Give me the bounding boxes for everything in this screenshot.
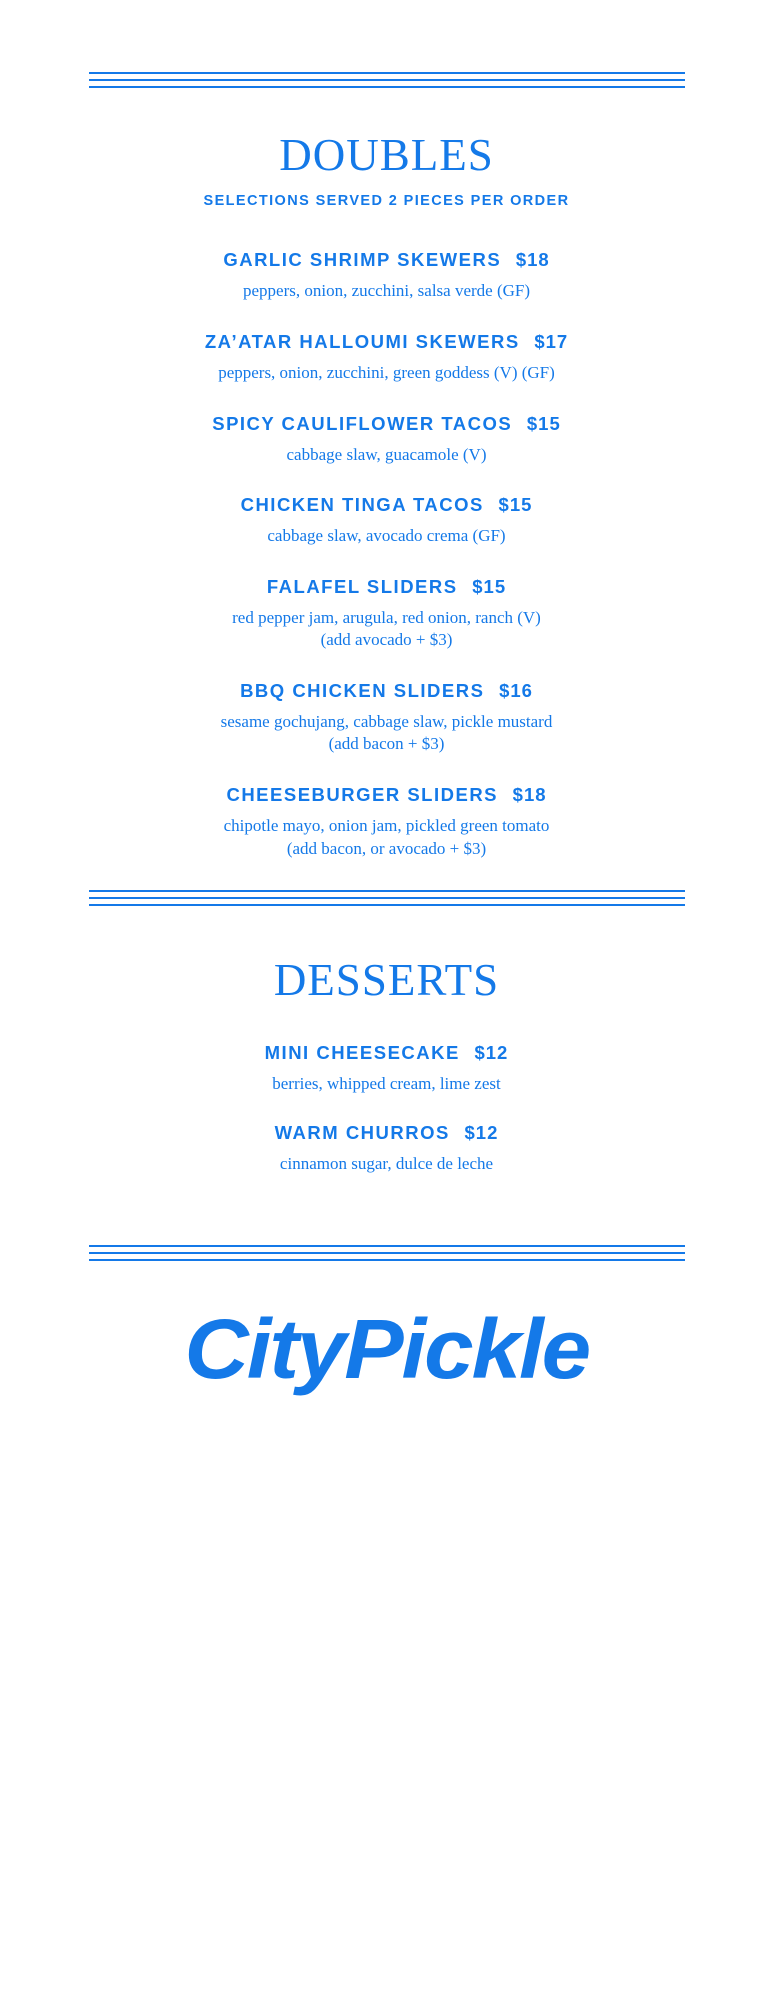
menu-item-description: red pepper jam, arugula, red onion, ranch (V) (add avocado + $3): [232, 607, 541, 650]
menu-item: [0, 331, 773, 385]
divider-middle: [89, 860, 685, 906]
menu-item-heading: [0, 1122, 773, 1144]
menu-item-name: MINI CHEESECAKE: [264, 1041, 460, 1063]
menu-item-heading: [0, 413, 773, 435]
divider-top: [89, 0, 685, 88]
menu-item: [0, 1122, 773, 1176]
menu-item-name: ZA’ATAR HALLOUMI SKEWERS: [204, 330, 520, 352]
menu-item-price: $18: [515, 249, 550, 271]
menu-item-heading: [0, 249, 773, 271]
menu-item: [0, 784, 773, 860]
brand-logo-text: CityPickle: [184, 1302, 589, 1397]
menu-item: [0, 576, 773, 652]
divider-line: [89, 1259, 685, 1261]
menu-item-heading: [0, 494, 773, 516]
divider-line: [89, 72, 685, 74]
menu-item-heading: [0, 784, 773, 806]
menu-item-heading: [0, 331, 773, 353]
section-desserts: [0, 954, 773, 1175]
menu-item-description: cinnamon sugar, dulce de leche: [279, 1153, 494, 1173]
menu-item-description: cabbage slaw, avocado crema (GF): [267, 526, 506, 546]
menu-item-price: $15: [498, 494, 533, 516]
menu-item: [0, 494, 773, 548]
menu-item-heading: [0, 1042, 773, 1064]
menu-item-name: FALAFEL SLIDERS: [266, 575, 458, 597]
menu-item-heading: [0, 576, 773, 598]
brand-logo: [0, 1302, 773, 1451]
divider-line: [89, 904, 685, 906]
menu-items-doubles: [0, 249, 773, 860]
divider-line: [89, 890, 685, 892]
menu-item-description: cabbage slaw, guacamole (V): [286, 444, 487, 464]
menu-item-description: peppers, onion, zucchini, green goddess (V) (GF): [218, 363, 555, 383]
section-subtitle-doubles: SELECTIONS SERVED 2 PIECES PER ORDER: [203, 193, 570, 210]
divider-line: [89, 1245, 685, 1247]
divider-line: [89, 1252, 685, 1254]
section-title-desserts: DESSERTS: [273, 954, 500, 1005]
menu-item: [0, 1042, 773, 1096]
menu-item-name: WARM CHURROS: [274, 1121, 450, 1143]
menu-item-description: peppers, onion, zucchini, salsa verde (GF): [242, 281, 531, 301]
section-doubles: [0, 132, 773, 860]
menu-item-price: $15: [472, 575, 507, 597]
menu-item: [0, 680, 773, 756]
menu-item-price: $16: [499, 679, 533, 701]
menu-item-name: BBQ CHICKEN SLIDERS: [240, 679, 485, 701]
section-title-doubles: DOUBLES: [279, 130, 494, 180]
divider-line: [89, 86, 685, 88]
menu-item: [0, 249, 773, 303]
menu-items-desserts: [0, 1042, 773, 1175]
menu-item-price: $15: [526, 412, 561, 434]
menu-item: [0, 413, 773, 467]
menu-item-heading: [0, 680, 773, 702]
menu-item-price: $12: [474, 1041, 509, 1063]
divider-line: [89, 79, 685, 81]
menu-item-name: CHICKEN TINGA TACOS: [240, 494, 484, 516]
menu-item-price: $12: [464, 1121, 499, 1143]
menu-item-description: berries, whipped cream, lime zest: [272, 1074, 501, 1094]
divider-bottom: [89, 1201, 685, 1261]
menu-item-name: SPICY CAULIFLOWER TACOS: [212, 412, 513, 434]
menu-item-name: GARLIC SHRIMP SKEWERS: [223, 249, 502, 271]
menu-item-description: chipotle mayo, onion jam, pickled green tomato (add bacon, or avocado + $3): [223, 816, 550, 858]
menu-item-description: sesame gochujang, cabbage slaw, pickle mustard (add bacon + $3): [220, 712, 553, 754]
menu-item-price: $18: [512, 783, 547, 805]
divider-line: [89, 897, 685, 899]
menu-item-name: CHEESEBURGER SLIDERS: [226, 783, 499, 805]
menu-item-price: $17: [534, 330, 569, 352]
